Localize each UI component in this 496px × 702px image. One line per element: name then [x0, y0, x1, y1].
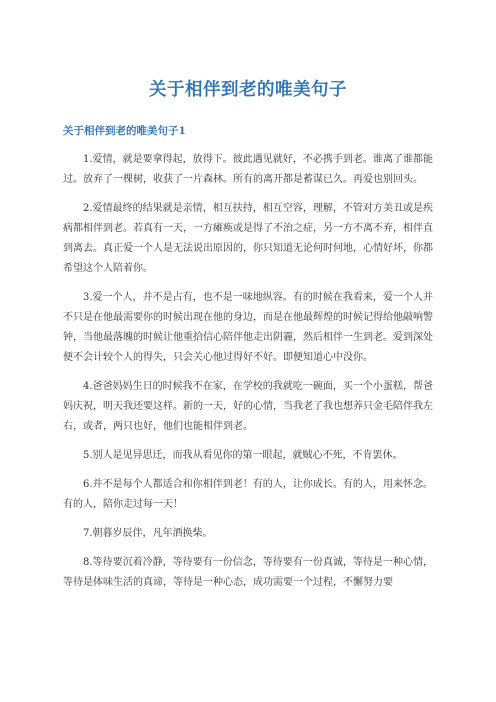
paragraph-2: 2.爱情最终的结果就是亲情，相互扶持，相互空容，理解，不管对方美丑或是疾病都相伴到老。若真有一天，一方瘫痪或是得了不治之症，另一方不离不弃，相伴直到离去。真正爱一个人是无法说出原因的，你只知道无论何时何地，心情好坏，你都希望这个人陪着你。 [63, 203, 433, 274]
paragraph-8: 8.等待要沉着冷静，等待要有一份信念，等待要有一份真诚，等待是一种心情，等待是体味生活的真谛，等待是一种心态，成功需要一个过程，不懈努力要 [63, 557, 433, 588]
paragraph-5: 5.别人是见异思迁，而我从看见你的第一眼起，就贼心不死，不肯罢休。 [83, 450, 403, 461]
paragraph-3: 3.爱一个人，并不是占有，也不是一味地纵容。有的时候在我看来，爱一个人并不只是在他最需要你的时候出现在他的身边，而是在他最辉煌的时候记得给他敲响警钟，当他最落魄的时候让他重拾信心陪伴他走出阴霾，然后相伴一生到老。爱到深处便不会计较个人的得失，只会关心他过得好不好。即便知道心中没你。 [63, 292, 433, 363]
paragraph-4: 4.爸爸妈妈生日的时候我不在家，在学校的我就吃一碗面，买一个小蛋糕，帮爸妈庆祝，明天我还要这样。新的一天，好的心情，当我老了我也想养只金毛陪伴我左右，或者，两只也好，他们也能相伴到老。 [63, 381, 433, 432]
paragraph-6: 6.并不是每个人都适合和你相伴到老！有的人，让你成长。有的人，用来怀念。有的人，陪你走过每一天！ [63, 479, 433, 510]
paragraph-7: 7.朝暮岁辰伴，凡年酒换柴。 [83, 528, 213, 539]
paragraph-1: 1.爱情，就是要拿得起，放得下。彼此遇见就好，不必携手到老。谁离了谁都能过。放弃了一棵树，收获了一片森林。所有的离开都是蓄谋已久。再爱也别回头。 [63, 154, 433, 185]
section-heading: 关于相伴到老的唯美句子1 [63, 125, 186, 137]
document-body [63, 150, 433, 602]
document-title: 关于相伴到老的唯美句子 [149, 80, 347, 100]
